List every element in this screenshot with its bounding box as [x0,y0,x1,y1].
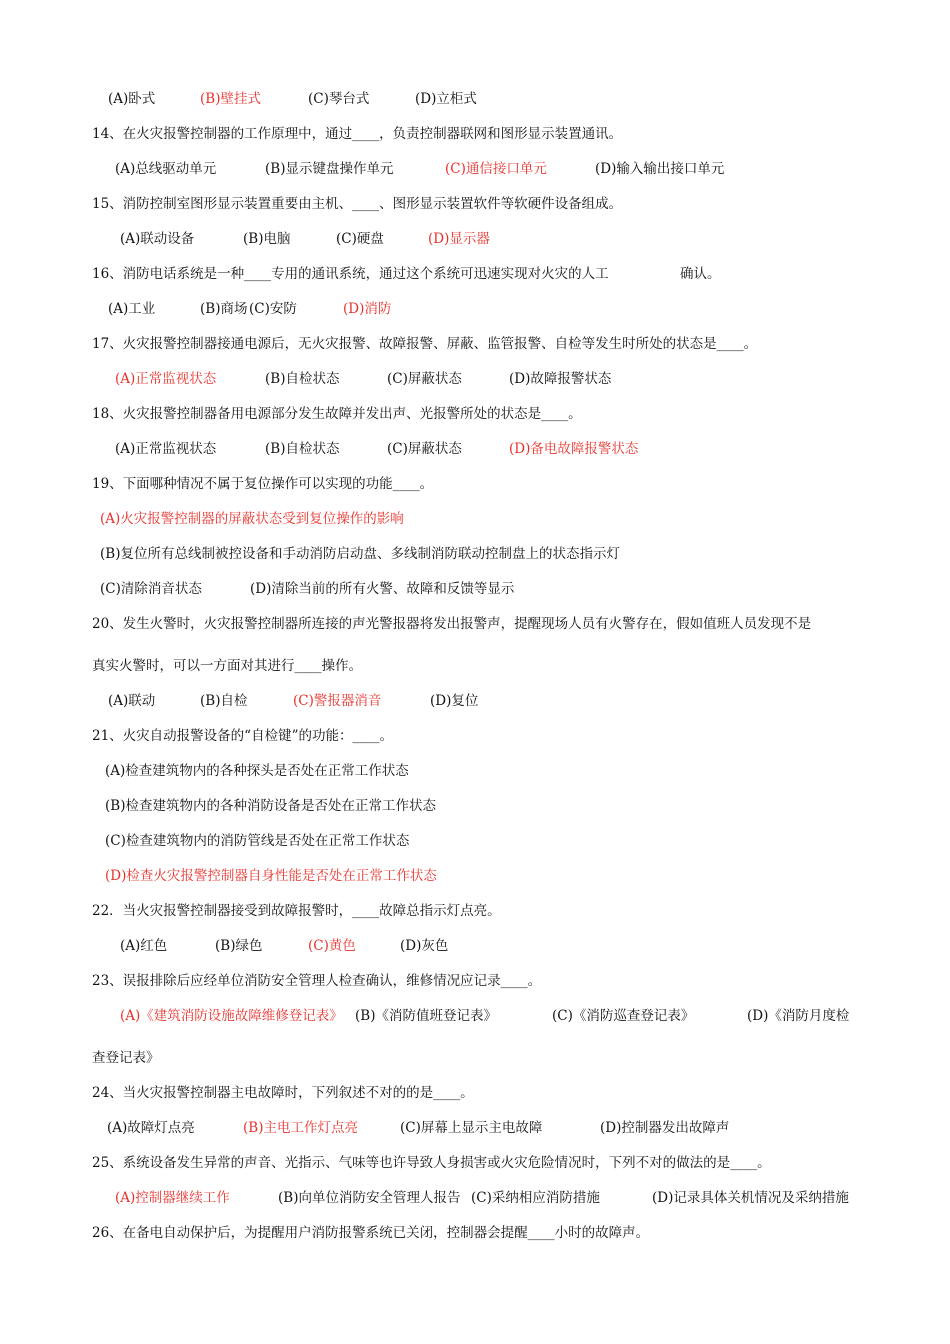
answer-option: (B)绿色 [215,938,263,954]
answer-option: (B)自检状态 [265,441,340,457]
answer-option: (B)《消防值班登记表》 [355,1008,497,1024]
question-text: 真实火警时，可以一方面对其进行____操作。 [92,658,362,674]
answer-option-highlighted: (A)控制器继续工作 [115,1190,230,1206]
question-text: 23、误报排除后应经单位消防安全管理人检查确认，维修情况应记录____。 [92,973,542,989]
answer-option: 确认。 [680,266,721,282]
answer-option: (A)正常监视状态 [115,441,217,457]
answer-option: (A)联动设备 [120,231,195,247]
question-text: 17、火灾报警控制器接通电源后，无火灾报警、故障报警、屏蔽、监管报警、自检等发生时所处的状态是____。 [92,336,758,352]
question-text: 19、下面哪种情况不属于复位操作可以实现的功能____。 [92,476,434,492]
question-text: (A)检查建筑物内的各种探头是否处在正常工作状态 [105,763,409,779]
answer-option: (B)显示键盘操作单元 [265,161,394,177]
answer-option: (D)《消防月度检 [747,1008,850,1024]
question-text: 25、系统设备发生异常的声音、光指示、气味等也许导致人身损害或火灾危险情况时，下列不对的做法的是____。 [92,1155,771,1171]
answer-option: (A)卧式 [108,91,156,107]
answer-option-highlighted: (D)显示器 [428,231,490,247]
answer-option-highlighted: (D)消防 [343,301,392,317]
answer-option: (D)复位 [430,693,479,709]
question-text: 查登记表》 [92,1050,160,1066]
question-text: (C)检查建筑物内的消防管线是否处在正常工作状态 [105,833,410,849]
answer-option: (D)立柜式 [415,91,477,107]
answer-option: (A)联动 [108,693,156,709]
answer-option: (D)灰色 [400,938,449,954]
answer-option: (C)采纳相应消防措施 [471,1190,600,1206]
question-text: 21、火灾自动报警设备的“自检键”的功能：____。 [92,728,393,744]
answer-option: (D)输入输出接口单元 [595,161,725,177]
answer-option: (B)电脑 [243,231,291,247]
question-text: 22．当火灾报警控制器接受到故障报警时，____故障总指示灯点亮。 [92,903,501,919]
answer-option: (A)红色 [120,938,168,954]
answer-option-highlighted: (A)正常监视状态 [115,371,217,387]
answer-option-highlighted: (A)火灾报警控制器的屏蔽状态受到复位操作的影响 [100,511,404,527]
question-text: 18、火灾报警控制器备用电源部分发生故障并发出声、光报警所处的状态是____。 [92,406,582,422]
answer-option: (C)屏幕上显示主电故障 [400,1120,543,1136]
answer-option: (B)商场 [200,301,248,317]
question-text: 24、当火灾报警控制器主电故障时，下列叙述不对的的是____。 [92,1085,474,1101]
answer-option: (C)安防 [249,301,297,317]
question-text: (B)检查建筑物内的各种消防设备是否处在正常工作状态 [105,798,436,814]
answer-option: (B)自检状态 [265,371,340,387]
answer-option: (B)自检 [200,693,248,709]
answer-option: (D)清除当前的所有火警、故障和反馈等显示 [250,581,515,597]
question-text: 14、在火灾报警控制器的工作原理中，通过____，负责控制器联网和图形显示装置通讯。 [92,126,623,142]
answer-option-highlighted: (B)主电工作灯点亮 [243,1120,358,1136]
answer-option: (C)琴台式 [308,91,370,107]
question-text: 26、在备电自动保护后，为提醒用户消防报警系统已关闭，控制器会提醒____小时的故障声。 [92,1225,650,1241]
question-text: 20、发生火警时，火灾报警控制器所连接的声光警报器将发出报警声，提醒现场人员有火警存在，假如值班人员发现不是 [92,616,812,632]
answer-option: (C)清除消音状态 [100,581,202,597]
answer-option-highlighted: (C)黄色 [308,938,356,954]
answer-option: (A)故障灯点亮 [107,1120,195,1136]
question-text: (B)复位所有总线制被控设备和手动消防启动盘、多线制消防联动控制盘上的状态指示灯 [100,546,620,562]
answer-option-highlighted: (D)备电故障报警状态 [509,441,639,457]
answer-option-highlighted: (A)《建筑消防设施故障维修登记表》 [120,1008,343,1024]
answer-option: (D)控制器发出故障声 [600,1120,730,1136]
answer-option-highlighted: (D)检查火灾报警控制器自身性能是否处在正常工作状态 [105,868,437,884]
answer-option: (B)向单位消防安全管理人报告 [278,1190,461,1206]
question-text: 15、消防控制室图形显示装置重要由主机、____、图形显示装置软件等软硬件设备组成。 [92,196,623,212]
answer-option: (C)《消防巡查登记表》 [552,1008,695,1024]
answer-option-highlighted: (C)警报器消音 [293,693,382,709]
answer-option: (A)总线驱动单元 [115,161,217,177]
answer-option: (C)屏蔽状态 [387,371,462,387]
answer-option: (D)故障报警状态 [509,371,612,387]
answer-option-highlighted: (C)通信接口单元 [445,161,547,177]
answer-option: (C)硬盘 [336,231,384,247]
answer-option: 16、消防电话系统是一种____专用的通讯系统，通过这个系统可迅速实现对火灾的人工 [92,266,609,282]
answer-option: (C)屏蔽状态 [387,441,462,457]
answer-option-highlighted: (B)壁挂式 [200,91,261,107]
answer-option: (D)记录具体关机情况及采纳措施 [652,1190,849,1206]
answer-option: (A)工业 [108,301,156,317]
